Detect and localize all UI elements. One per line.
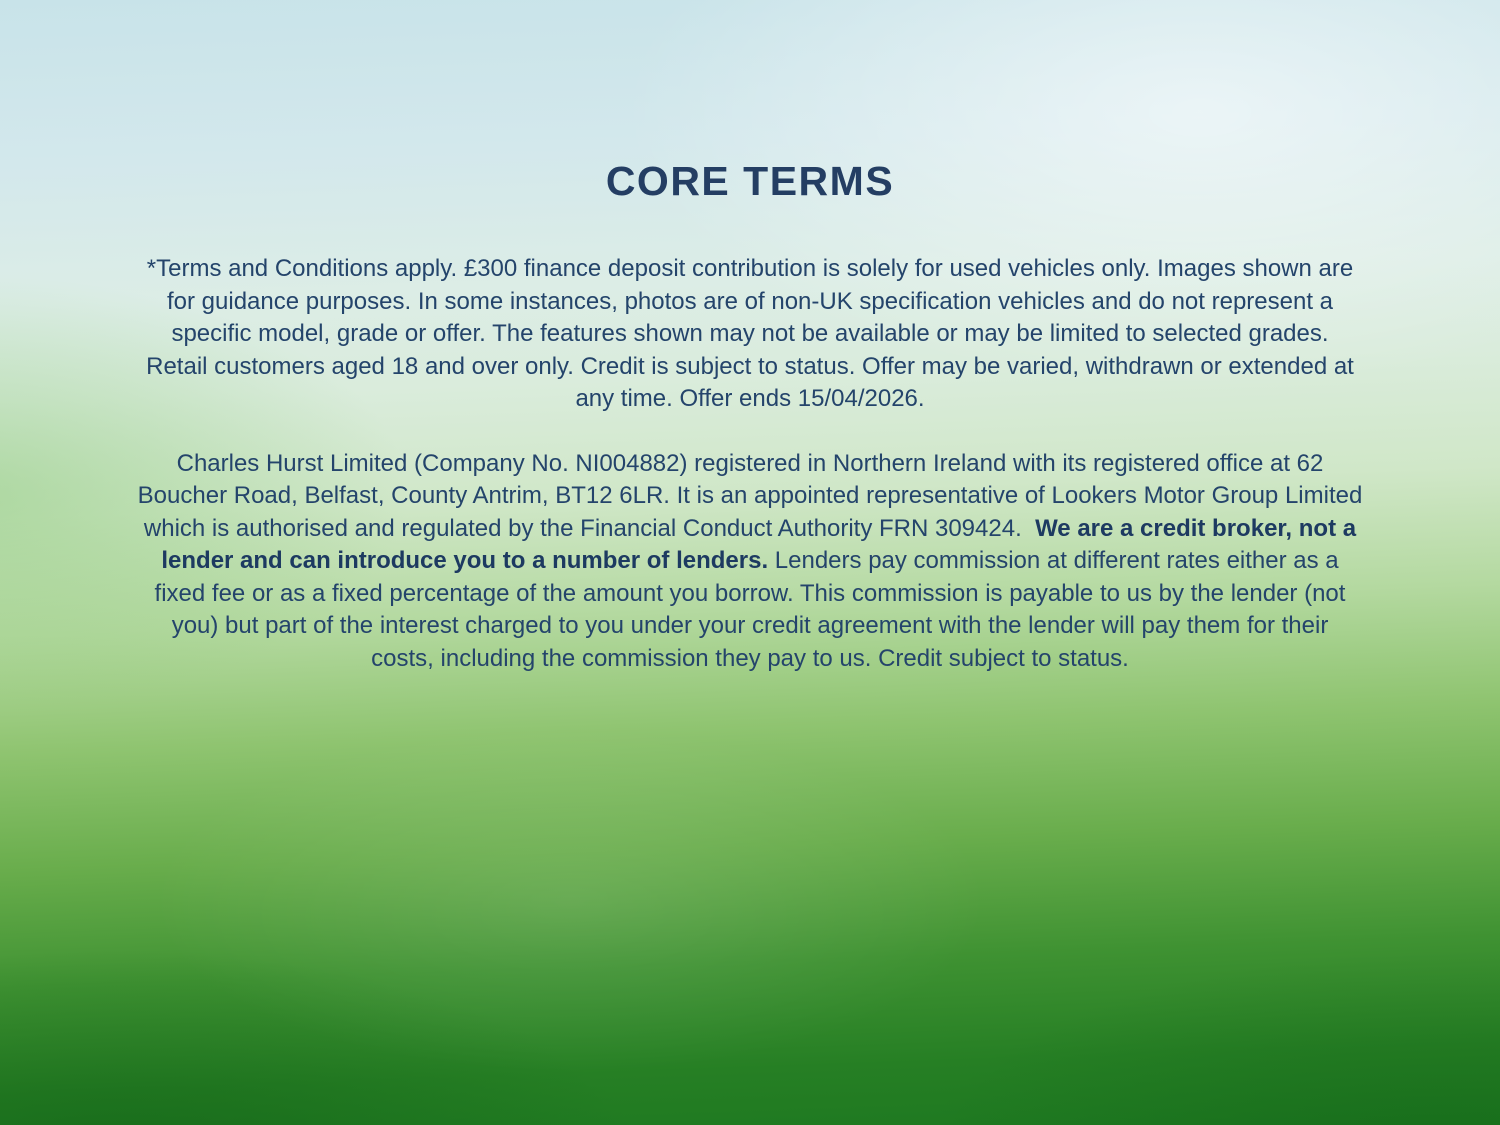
company-paragraph-tail: Lenders pay commission at different rates either as a fixed fee or as a fixed percentage of the amount you borrow. This commission is payable to us by the lender (not you) but part of the interest charged to you under your credit agreement with the lender will pay them for their costs, including the commission they pay to us. Credit subject to status. — [154, 547, 1346, 672]
terms-content-column — [138, 0, 1363, 675]
terms-paragraph: *Terms and Conditions apply. £300 finance deposit contribution is solely for used vehicles only. Images shown are for guidance purposes. In some instances, photos are of non-UK specification vehicles and do not represent a specific model, grade or offer. The features shown may not be available or may be limited to selected grades. Retail customers aged 18 and over only. Credit is subject to status. Offer may be varied, withdrawn or extended at any time. Offer ends 15/04/2026. — [146, 255, 1354, 412]
company-paragraph-lead: Charles Hurst Limited (Company No. NI004882) registered in Northern Ireland with its registered office at 62 Boucher Road, Belfast, County Antrim, BT12 6LR. It is an appointed representative of Lookers Motor Group Limited which is authorised and regulated by the Financial Conduct Authority FRN 309424. — [137, 449, 1363, 542]
page-title: CORE TERMS — [605, 158, 895, 204]
company-paragraph — [138, 448, 1363, 676]
credit-broker-bold-statement: We are a credit broker, not a lender and can introduce you to a number of lenders. — [161, 514, 1357, 574]
